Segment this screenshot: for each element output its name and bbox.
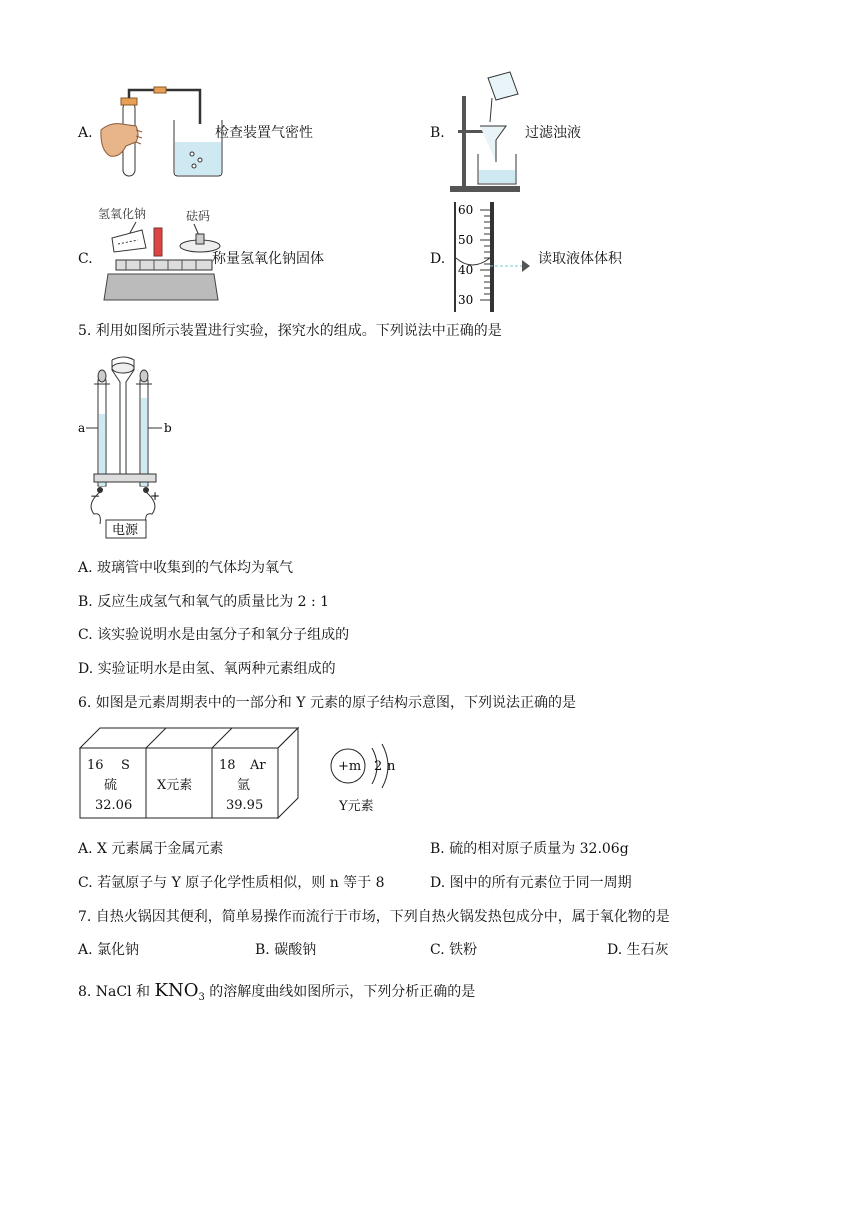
power-supply-label: 电源	[112, 523, 139, 538]
cell-ar-name: 氩	[237, 778, 251, 793]
cell-s-symbol: S	[121, 758, 130, 773]
formula-kno3-main: KNO	[154, 980, 199, 1001]
question-7-option-c: C. 铁粉	[430, 942, 478, 958]
cell-ar-mass: 39.95	[226, 798, 264, 813]
question-8-prefix: 8. NaCl 和	[78, 984, 155, 1000]
cell-ar-number: 18	[219, 758, 236, 773]
question-6-option-d: D. 图中的所有元素位于同一周期	[430, 875, 632, 891]
formula-kno3-sub: 3	[198, 991, 205, 1003]
airtightness-apparatus-image	[96, 84, 226, 180]
plus-sign: +	[150, 489, 161, 503]
minus-sign: −	[90, 489, 101, 503]
question-5-option-a: A. 玻璃管中收集到的气体均为氧气	[78, 560, 294, 576]
atom-label: Y元素	[339, 799, 374, 814]
question-7-option-d: D. 生石灰	[607, 942, 669, 958]
label-b: b	[164, 421, 172, 435]
cell-x-name: X元素	[157, 778, 193, 793]
question-8-suffix: 的溶解度曲线如图所示，下列分析正确的是	[204, 984, 476, 1000]
cell-s-name: 硫	[104, 778, 118, 793]
graduated-cylinder-image	[452, 200, 542, 314]
balance-weighing-image	[96, 204, 222, 304]
option-b-caption: 过滤浊液	[525, 125, 581, 141]
question-7-stem: 7. 自热火锅因其便利，简单易操作而流行于市场，下列自热火锅发热包成分中，属于氧化物的是	[78, 909, 670, 925]
option-c-letter: C.	[78, 251, 93, 267]
label-naoh: 氢氧化钠	[98, 207, 147, 221]
cell-s-mass: 32.06	[95, 798, 133, 813]
option-d-caption: 读取液体体积	[538, 251, 622, 267]
cylinder-mark-50: 50	[458, 233, 474, 247]
option-c-caption: 称量氢氧化钠固体	[212, 251, 324, 267]
question-6-stem: 6. 如图是元素周期表中的一部分和 Y 元素的原子结构示意图，下列说法正确的是	[78, 695, 576, 711]
option-a-letter: A.	[78, 125, 93, 141]
cylinder-mark-60: 60	[458, 203, 474, 217]
cell-ar-symbol: Ar	[250, 758, 266, 773]
cylinder-mark-30: 30	[458, 293, 474, 307]
question-5-option-d: D. 实验证明水是由氢、氧两种元素组成的	[78, 661, 336, 677]
option-a-caption: 检查装置气密性	[215, 125, 313, 141]
option-b-letter: B.	[430, 125, 445, 141]
question-5-option-c: C. 该实验说明水是由氢分子和氧分子组成的	[78, 627, 350, 643]
question-5-option-b: B. 反应生成氢气和氧气的质量比为 2 : 1	[78, 594, 330, 610]
question-7-option-a: A. 氯化钠	[78, 942, 140, 958]
atom-shell-2: n	[387, 759, 396, 774]
label-weights: 砝码	[186, 209, 211, 223]
question-8-stem	[78, 982, 475, 1003]
atom-nucleus: +m	[338, 759, 362, 774]
question-6-option-c: C. 若氩原子与 Y 原子化学性质相似，则 n 等于 8	[78, 875, 385, 891]
question-6-option-b: B. 硫的相对原子质量为 32.06g	[430, 841, 629, 857]
option-d-letter: D.	[430, 251, 446, 267]
question-6-option-a: A. X 元素属于金属元素	[78, 841, 224, 857]
cylinder-mark-40: 40	[458, 263, 474, 277]
question-7-option-b: B. 碳酸钠	[255, 942, 317, 958]
atom-shell-1: 2	[374, 759, 383, 774]
cell-s-number: 16	[87, 758, 104, 773]
label-a: a	[78, 421, 86, 435]
electrolysis-apparatus-image	[76, 354, 176, 544]
question-5-stem: 5. 利用如图所示装置进行实验，探究水的组成。下列说法中正确的是	[78, 323, 502, 339]
